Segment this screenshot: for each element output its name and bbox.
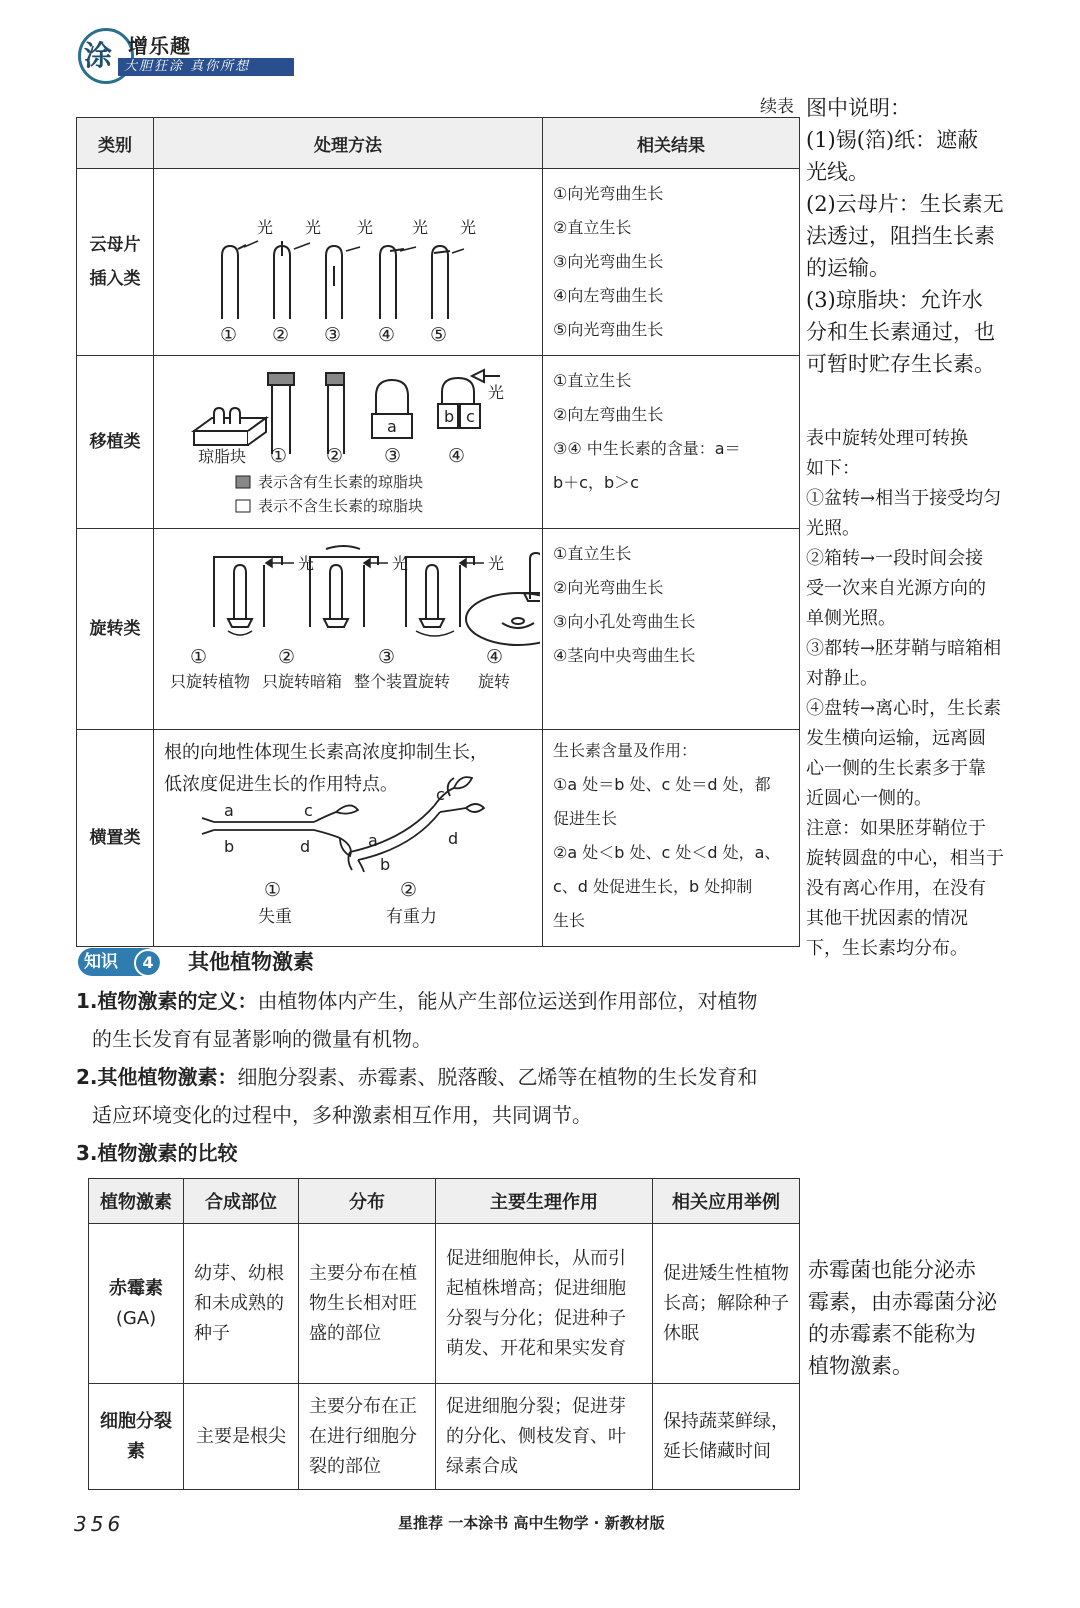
function: 促进细胞伸长，从而引起植株增高；促进细胞分裂与分化；促进种子萌发、开花和果实发育: [436, 1224, 653, 1384]
knowledge-tag-label: 知识: [84, 952, 118, 972]
circled-number: ②: [272, 324, 290, 346]
agar-label: 琼脂块: [198, 447, 247, 466]
circled-number: ④: [486, 646, 504, 668]
light-label: 光: [392, 554, 409, 573]
mica-diagram: [154, 171, 540, 349]
circled-number: ②: [278, 646, 296, 668]
legend-with-swatch: [236, 476, 250, 488]
letter-b: b: [380, 855, 391, 874]
circled-number: ⑤: [430, 324, 448, 346]
rotation-diagram-cell: [154, 529, 543, 730]
distribution: 主要分布在植物生长相对旺盛的部位: [299, 1224, 436, 1384]
transplant-diagram: [154, 356, 540, 524]
coleoptile-5: [432, 246, 448, 319]
page-number: 356: [74, 1512, 125, 1536]
side-note-rotation: 表中旋转处理可转换 如下： ①盆转→相当于接受均匀 光照。 ②箱转→一段时间会接 受一次来自光源方向的 单侧光照。 ③都转→胚芽鞘与暗箱相 对静止。 ④盘转→离心时，生长素 发生横向运输，远离圆 心一侧的生长素多于靠 近圆心一侧的。 注意：如果胚芽鞘位于 旋转圆盘的中心，相当于 没有离心作用，在没有 其他干扰因素的情况 下，生长素均分布。: [806, 428, 1004, 959]
header-distribution: 分布: [299, 1179, 436, 1224]
synthesis-site: 幼芽、幼根和未成熟的种子: [184, 1224, 299, 1384]
side-note-gibberellin: 赤霉菌也能分泌赤 霉素，由赤霉菌分泌 的赤霉素不能称为 植物激素。: [808, 1258, 997, 1378]
light-label: 光: [488, 383, 505, 402]
seedling-2: [350, 806, 434, 852]
transplant-diagram-cell: [154, 356, 543, 529]
letter-c: c: [436, 785, 445, 804]
legend-with: 表示含有生长素的琼脂块: [258, 473, 424, 491]
application: 促进矮生性植物长高；解除种子休眠: [653, 1224, 800, 1384]
definition-paragraph: 1.植物激素的定义：由植物体内产生，能从产生部位运送到作用部位，对植物 的生长发育有显著影响的微量有机物。: [76, 989, 758, 1051]
letter-d: d: [300, 837, 311, 856]
hormone-name: 细胞分裂素: [89, 1384, 184, 1490]
letter-b: b: [224, 837, 235, 856]
distribution: 主要分布在正在进行细胞分裂的部位: [299, 1384, 436, 1490]
light-label: 光: [412, 218, 429, 237]
function: 促进细胞分裂；促进芽的分化、侧枝发育、叶绿素合成: [436, 1384, 653, 1490]
letter-b: b: [444, 407, 455, 426]
light-label: 光: [488, 554, 505, 573]
table-row: [77, 356, 800, 529]
hormone-comparison-table: [88, 1178, 800, 1490]
other-hormones-paragraph: 2.其他植物激素：细胞分裂素、赤霉素、脱落酸、乙烯等在植物的生长发育和 适应环境变化的过程中，多种激素相互作用，共同调节。: [76, 1065, 758, 1127]
caption-gravity: 有重力: [386, 907, 437, 927]
section-title: 其他植物激素: [188, 950, 314, 974]
mica-diagram-cell: [154, 169, 543, 356]
circled-number: ②: [400, 879, 418, 901]
caption-part: 旋转: [478, 672, 511, 691]
light-label: 光: [257, 218, 274, 237]
header-result: 相关结果: [543, 118, 800, 169]
category-rotation: 旋转类: [77, 529, 154, 730]
circled-number: ①: [220, 324, 238, 346]
application: 保持蔬菜鲜绿，延长储藏时间: [653, 1384, 800, 1490]
light-label: 光: [305, 218, 322, 237]
table-header-row: [89, 1179, 800, 1224]
header-site: 合成部位: [184, 1179, 299, 1224]
hormone-name: 赤霉素 (GA): [89, 1224, 184, 1384]
circled-number: ①: [264, 879, 282, 901]
caption-part: 只旋转植物: [170, 672, 251, 691]
header-method: 处理方法: [154, 118, 543, 169]
result-mica: ①向光弯曲生长 ②直立生长 ③向光弯曲生长 ④向左弯曲生长 ⑤向光弯曲生长: [543, 169, 800, 356]
box-3: [406, 557, 474, 627]
caption-part: 整个装置旋转: [354, 672, 451, 691]
horizontal-note-line: 低浓度促进生长的作用特点。: [164, 774, 398, 795]
legend-without-swatch: [236, 500, 250, 512]
circled-number: ②: [326, 445, 344, 467]
circled-number: ③: [384, 445, 402, 467]
circled-number: ①: [190, 646, 208, 668]
horizontal-diagram: [154, 734, 540, 938]
continued-label: 续表: [760, 97, 794, 117]
coleoptile-4: [380, 246, 396, 319]
header-hormone: 植物激素: [89, 1179, 184, 1224]
caption-part: 只旋转暗箱: [262, 672, 343, 691]
category-transplant: 移植类: [77, 356, 154, 529]
light-label: 光: [357, 218, 374, 237]
coleoptile-1: [222, 246, 238, 319]
letter-d: d: [448, 829, 459, 848]
circled-number: ④: [448, 445, 466, 467]
horizontal-note-line: 根的向地性体现生长素高浓度抑制生长，: [164, 742, 488, 763]
logo-char: 涂: [84, 39, 113, 72]
header-application: 相关应用举例: [653, 1179, 800, 1224]
letter-c: c: [466, 407, 475, 426]
rotation-diagram: [154, 529, 540, 725]
seedling-1: [214, 822, 314, 830]
table-row: [77, 730, 800, 947]
result-rotation: ①直立生长 ②向光弯曲生长 ③向小孔处弯曲生长 ④茎向中央弯曲生长: [543, 529, 800, 730]
horizontal-diagram-cell: [154, 730, 543, 947]
table-row: [77, 169, 800, 356]
knowledge-tag-number: 4: [134, 949, 162, 977]
letter-a: a: [368, 831, 378, 850]
circled-number: ③: [324, 324, 342, 346]
comparison-heading: 3.植物激素的比较: [76, 1141, 238, 1165]
coleoptile-2: [274, 246, 290, 319]
circled-number: ③: [378, 646, 396, 668]
table-header-row: [77, 118, 800, 169]
light-label: 光: [460, 218, 477, 237]
circled-number: ④: [378, 324, 396, 346]
box-2: [310, 557, 378, 627]
auxin-experiment-table: [76, 117, 800, 947]
table-row: [89, 1384, 800, 1490]
footer-text: 星推荐 一本涂书 高中生物学 · 新教材版: [398, 1514, 665, 1532]
letter-a: a: [224, 801, 234, 820]
table-row: [77, 529, 800, 730]
result-horizontal: 生长素含量及作用： ①a 处＝b 处、c 处＝d 处，都 促进生长 ②a 处＜b 处、c 处＜d 处，a、 c、d 处促进生长，b 处抑制 生长: [543, 730, 800, 947]
light-label: 光: [298, 554, 315, 573]
category-horizontal: 横置类: [77, 730, 154, 947]
header-category: 类别: [77, 118, 154, 169]
rotation-arrows: [228, 559, 484, 636]
letter-c: c: [304, 801, 313, 820]
legend-without: 表示不含生长素的琼脂块: [258, 497, 424, 515]
synthesis-site: 主要是根尖: [184, 1384, 299, 1490]
slogan: 大胆狂涂 真你所想: [124, 59, 251, 74]
circled-number: ①: [270, 445, 288, 467]
result-transplant: ①直立生长 ②向左弯曲生长 ③④ 中生长素的含量：a＝ b＋c，b＞c: [543, 356, 800, 529]
header-function: 主要生理作用: [436, 1179, 653, 1224]
letter-a: a: [387, 417, 397, 436]
caption-weightless: 失重: [258, 907, 292, 927]
side-note-materials: 图中说明： (1)锡(箔)纸：遮蔽 光线。 (2)云母片：生长素无 法透过，阻挡生长素 的运输。 (3)琼脂块：允许水 分和生长素通过，也 可暂时贮存生长素。: [806, 96, 1004, 376]
brand-name: 增乐趣: [128, 34, 191, 58]
category-mica: 云母片插入类: [77, 169, 154, 356]
table-row: [89, 1224, 800, 1384]
